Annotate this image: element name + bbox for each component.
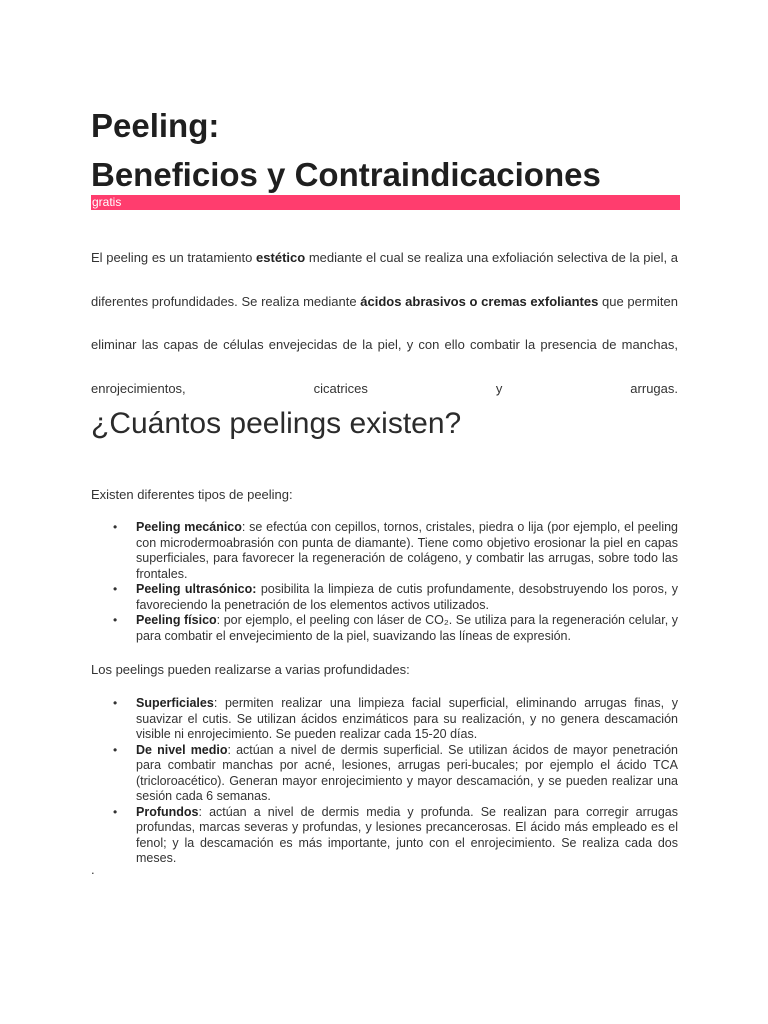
intro-paragraph	[91, 236, 678, 410]
item-bold: Peeling físico	[136, 613, 217, 627]
intro-bold-2: ácidos abrasivos o cremas exfoliantes	[360, 293, 599, 309]
item-text: : permiten realizar una limpieza facial superficial, eliminando arrugas finas, y suavizar el cutis. Se utilizan ácidos enzimáticos para su realización, y no genera descamación visible ni enrojecimiento. Se pueden realizar cada 15-20 días.	[136, 696, 678, 741]
title-line-1: Peeling:	[91, 107, 220, 144]
list-item	[91, 805, 678, 867]
title-line-2: Beneficios y Contraindicaciones	[91, 156, 601, 193]
item-bold: Profundos	[136, 804, 199, 819]
types-intro: Existen diferentes tipos de peeling:	[91, 487, 293, 502]
depths-intro: Los peelings pueden realizarse a varias profundidades:	[91, 662, 410, 677]
bullet-icon: •	[113, 742, 118, 757]
bullet-icon: •	[113, 520, 118, 534]
intro-text-3: que permiten eliminar las capas de células envejecidas de la piel, y con ello combatir la presencia de manchas, enrojecimientos, cicatrices y arrugas.	[91, 293, 678, 396]
item-bold: Peeling ultrasónico:	[136, 582, 257, 596]
types-list	[91, 520, 678, 644]
intro-text-1: El peeling es un tratamiento	[91, 250, 257, 265]
list-item	[91, 613, 678, 644]
list-item	[91, 696, 678, 743]
item-bold: Peeling mecánico	[136, 520, 242, 534]
depths-list	[91, 696, 678, 867]
item-bold: Superficiales	[136, 696, 214, 710]
item-text: : se efectúa con cepillos, tornos, cristales, piedra o lija (por ejemplo, el peeling con microdermoabrasión con punta de diamante). Tiene como objetivo erosionar la piel en capas superficiales, para favorecer la regeneración de colágeno, y combatir las arrugas, sobre todo las frontales.	[136, 520, 678, 581]
section-heading: ¿Cuántos peelings existen?	[91, 407, 462, 440]
list-item	[91, 743, 678, 805]
intro-text-2: mediante el cual se realiza una exfoliación selectiva de la piel, a diferentes profundidades. Se realiza mediante	[91, 250, 678, 309]
item-text: : actúan a nivel de dermis media y profunda. Se realizan para corregir arrugas profundas, marcas severas y profundas, y lesiones precancerosas. El ácido más empleado es el fenol; y la descamación es más importante, junto con el enrojecimiento. Se realiza cada dos meses.	[136, 804, 678, 865]
intro-bold-1: estético	[256, 250, 306, 265]
trailing-dot: .	[91, 862, 95, 877]
item-bold: De nivel medio	[136, 742, 228, 757]
bullet-icon: •	[113, 613, 118, 627]
banner-text: gratis	[92, 195, 122, 209]
item-text: : por ejemplo, el peeling con láser de CO₂. Se utiliza para la regeneración celular, y para combatir el envejecimiento de la piel, suavizando las líneas de expresión.	[136, 613, 678, 643]
bullet-icon: •	[113, 582, 118, 596]
bullet-icon: •	[113, 696, 118, 710]
item-text: posibilita la limpieza de cutis profundamente, desobstruyendo los poros, y favoreciendo la penetración de los elementos activos utilizados.	[136, 582, 678, 612]
bullet-icon: •	[113, 804, 118, 819]
item-text: : actúan a nivel de dermis superficial. Se utilizan ácidos de mayor penetración para combatir manchas por acné, lesiones, arrugas peri-bucales; por ejemplo el ácido TCA (tricloroacético). Generan mayor enrojecimiento y mayor descamación, y se pueden realizar una sesión cada 6 semanas.	[136, 742, 678, 803]
list-item	[91, 520, 678, 582]
banner	[91, 195, 680, 210]
list-item	[91, 582, 678, 613]
